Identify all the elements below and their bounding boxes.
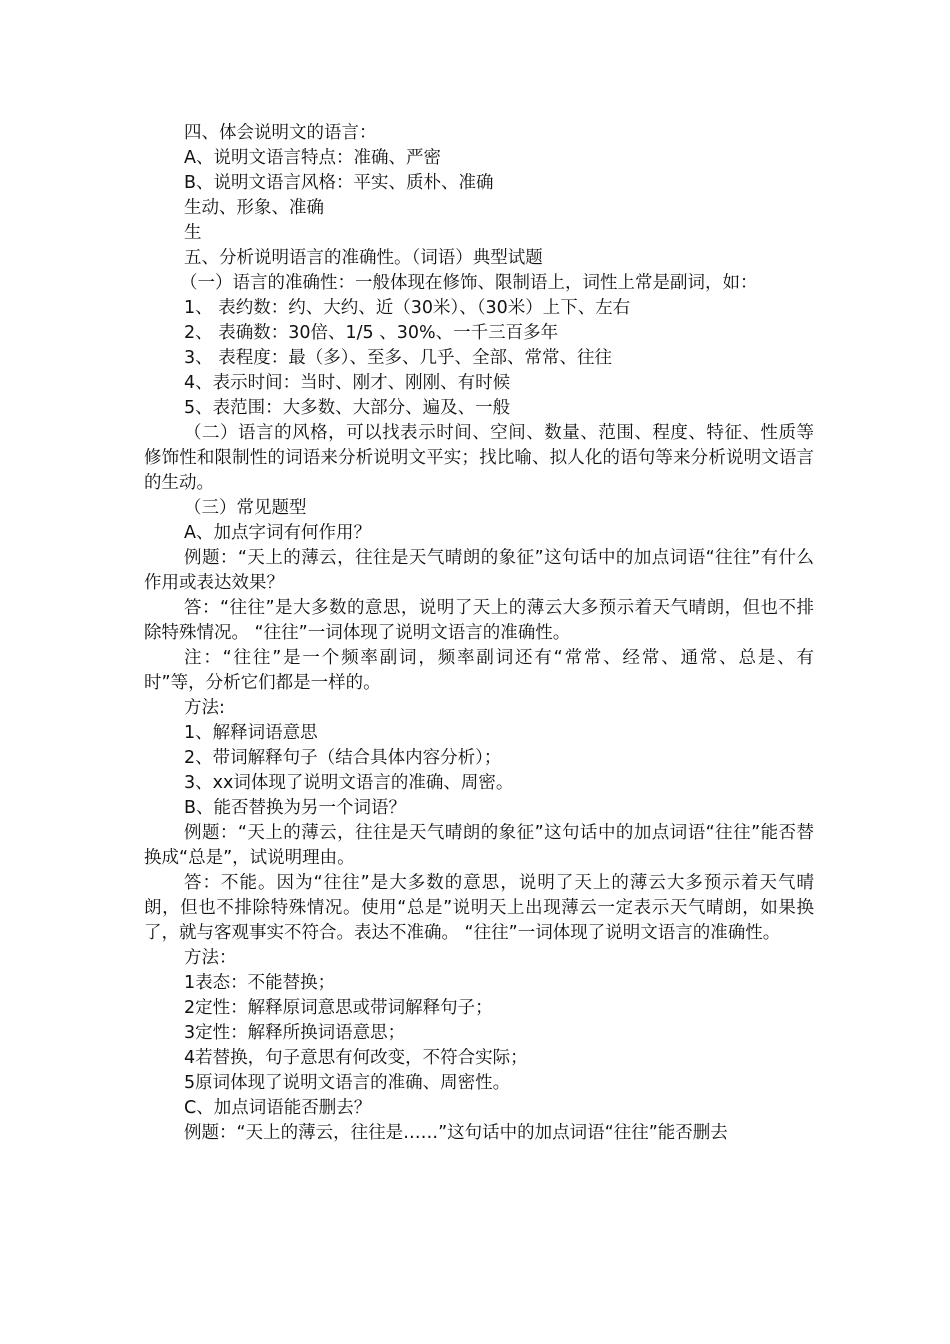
text-line: 生动、形象、准确 xyxy=(184,198,324,218)
text-line: 五、分析说明语言的准确性。（词语）典型试题 xyxy=(184,248,543,268)
text-line: 3、 表程度：最（多）、至多、几乎、全部、常常、往往 xyxy=(184,348,612,368)
method-2-step-5: 5原词体现了说明文语言的准确、周密性。 xyxy=(184,1073,511,1093)
method-label-1: 方法: xyxy=(184,698,225,718)
paragraph-language-style: （二）语言的风格，可以找表示时间、空间、数量、范围、程度、特征、性质等 修饰性和限制性的词语来分析说明文平实；找比喻、拟人化的语句等来分析说明文语言的生动。 xyxy=(144,423,814,493)
method-1-step-3: 3、xx词体现了说明文语言的准确、周密。 xyxy=(184,773,514,793)
text-line: 生 xyxy=(184,223,202,243)
method-1-step-1: 1、解释词语意思 xyxy=(184,723,318,743)
section-four-five-lines xyxy=(144,121,814,421)
text-line: 1、 表约数：约、大约、近（30米）、（30米）上下、左右 xyxy=(184,298,631,318)
method-2-step-3: 3定性：解释所换词语意思； xyxy=(184,1023,406,1043)
method-2-step-2: 2定性：解释原词意思或带词解释句子； xyxy=(184,998,493,1018)
text-line: B、说明文语言风格：平实、质朴、准确 xyxy=(184,173,494,193)
question-type-c: C、加点词语能否删去？ xyxy=(184,1098,372,1118)
example-3: 例题：“天上的薄云，往往是……”这句话中的加点词语“往往”能否删去 xyxy=(184,1123,728,1143)
example-2: 例题：“天上的薄云，往往是天气晴朗的象征”这句话中的加点词语“往往”能否替换成“总是”，试说明理由。 xyxy=(144,823,814,868)
text-line: 5、表范围：大多数、大部分、遍及、一般 xyxy=(184,398,511,418)
text-line: 四、体会说明文的语言： xyxy=(184,123,377,143)
note-1: 注：“往往”是一个频率副词，频率副词还有“常常、经常、通常、总是、有时”等，分析它们都是一样的。 xyxy=(144,648,814,693)
method-2-step-4: 4若替换，句子意思有何改变，不符合实际； xyxy=(184,1048,528,1068)
text-line: A、说明文语言特点：准确、严密 xyxy=(184,148,441,168)
text-line: 4、表示时间：当时、刚才、刚刚、有时候 xyxy=(184,373,511,393)
heading-common-question-types: （三）常见题型 xyxy=(184,498,307,518)
question-type-b: B、能否替换为另一个词语？ xyxy=(184,798,407,818)
question-type-a: A、加点字词有何作用？ xyxy=(184,523,371,543)
example-1: 例题：“天上的薄云，往往是天气晴朗的象征”这句话中的加点词语“往往”有什么作用或表达效果？ xyxy=(144,548,814,593)
method-label-2: 方法： xyxy=(184,948,237,968)
document-body xyxy=(144,121,814,1146)
method-2-step-1: 1表态：不能替换； xyxy=(184,973,336,993)
text-line: （一）语言的准确性：一般体现在修饰、限制语上，词性上常是副词，如： xyxy=(180,273,758,293)
method-1-step-2: 2、带词解释句子（结合具体内容分析）； xyxy=(184,748,502,768)
answer-2: 答：不能。因为“往往”是大多数的意思，说明了天上的薄云大多预示着天气晴朗，但也不排除特殊情况。使用“总是”说明天上出现薄云一定表示天气晴朗，如果换了，就与客观事实不符合。表达不准确。 “往往”一词体现了说明文语言的准确性。 xyxy=(144,873,814,943)
answer-1: 答：“往往”是大多数的意思，说明了天上的薄云大多预示着天气晴朗，但也不排除特殊情况。 “往往”一词体现了说明文语言的准确性。 xyxy=(144,598,814,643)
text-line: 2、 表确数：30倍、1/5 、30%、一千三百多年 xyxy=(184,323,559,343)
